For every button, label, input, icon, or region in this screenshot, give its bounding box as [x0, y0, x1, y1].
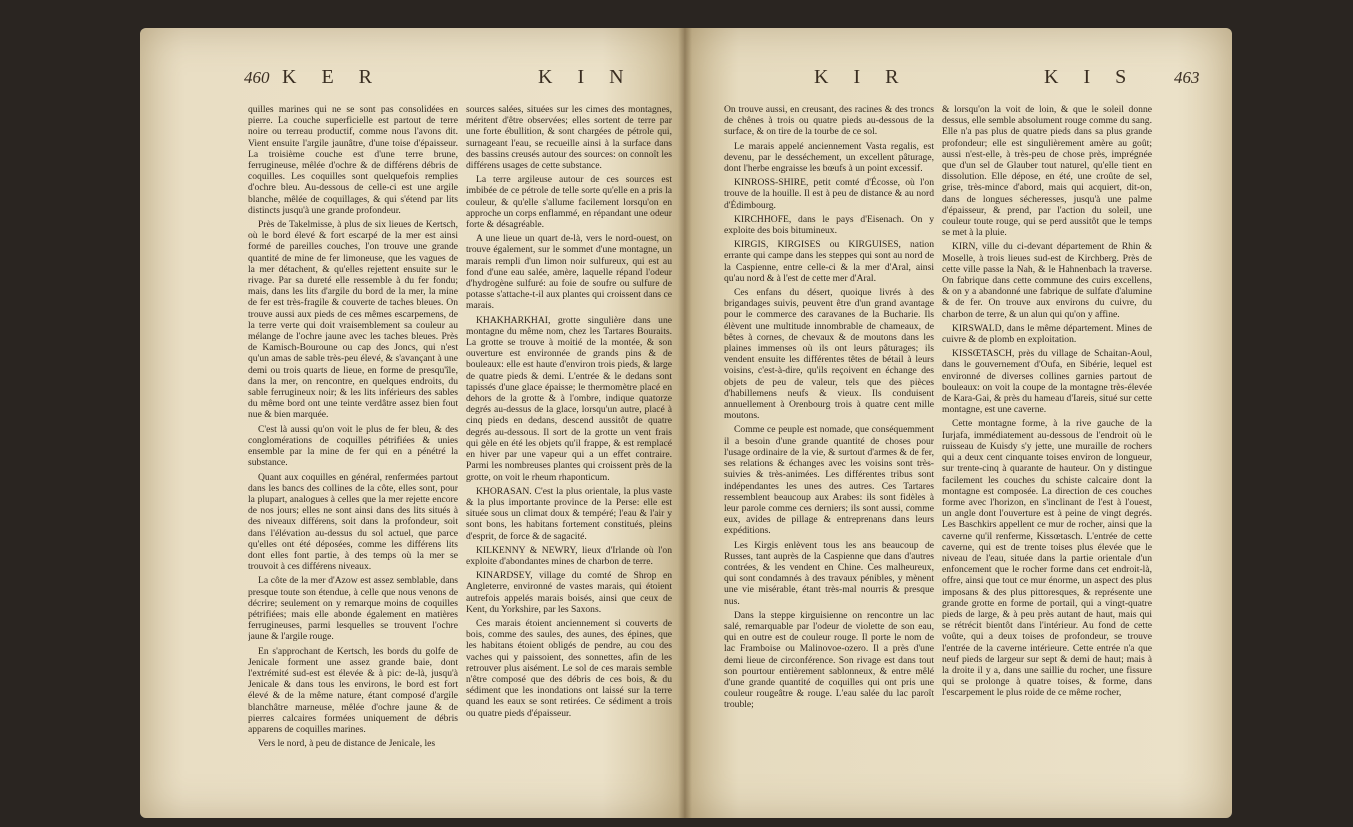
paragraph: A une lieue un quart de-là, vers le nord-ouest, on trouve également, sur le sommet d'une montagne, un marais rempli d'un limon noir sulfureux, qui est au fond d'une eau salée, amère, laquelle répand l'odeur d'hydrogène sulfuré: au foie de soufre ou sulfure de potasse s'attache-t-il aux plantes qui croissent dans ce marais. [466, 233, 672, 312]
paragraph: Près de Takelmisse, à plus de six lieues de Kertsch, où le bord élevé & fort escarpé de la mer est ainsi formé de pareilles couches, l'on trouve une grande quantité de mine de fer limoneuse, que les vagues de la mer détachent, & qu'elles rejettent ensuite sur le rivage. Par sa dureté elle ressemble à du fer fondu; mais, dans les lits d'argile du bord de la mer, la mine de fer est très-fragile & couverte de taches bleues. On trouve aussi aux pieds de ces mêmes escarpemens, de la terre verte qui doit vraisemblement sa couleur au mélange de l'ochre jaune avec les taches bleues. Près de Kamisch-Bouroune ou cap des Joncs, qui n'est qu'un amas de sable très-peu élevé, & s'avançant à une demi ou trois quarts de lieue, en forme de presqu'île, dans la mer, on rencontre, en quelques endroits, du sable ferrugineux noir; & les lits inférieurs des sables du même bord ont une teinte verdâtre assez bien fout nue & bien marquée. [248, 219, 458, 421]
paragraph: KINROSS-SHIRE, petit comté d'Écosse, où l'on trouve de la houille. Il est à peu de distance & au nord d'Édimbourg. [724, 177, 934, 211]
paragraph: KIRN, ville du ci-devant département de Rhin & Moselle, à trois lieues sud-est de Kirchberg. Près de cette ville passe la Nah, & le Hahnenbach la traverse. On fabrique dans cette commune des cuirs excellens, & on y a abandonné une fabrique de sulfate d'alumine & de fer. On trouve aux environs du cuivre, du charbon de terre, & un alun qui qu'on y affine. [942, 241, 1152, 320]
paragraph: Vers le nord, à peu de distance de Jenicale, les [258, 738, 436, 750]
paragraph: KIRGIS, KIRGISES ou KIRGUISES, nation errante qui campe dans les steppes qui sont au nord de la Caspienne, entre celle-ci & la mer d'Aral, ainsi qu'au nord & à l'est de cette mer d'Aral. [724, 239, 934, 284]
paragraph: KIRCHHOFE, dans le pays d'Eisenach. On y exploite des bois bitumineux. [724, 213, 934, 237]
right-page-number: 463 [1174, 68, 1200, 87]
paragraph: La côte de la mer d'Azow est assez semblable, dans presque toute son étendue, à celle que nous venons de décrire; seulement on y remarque moins de coquilles pétrifiées; mais elle abonde également en matières ferrugineuses, parmi lesquelles se trouvent l'ochre jaune & l'argile rouge. [248, 575, 458, 643]
right-column-2 [942, 104, 1152, 804]
paragraph: Cette montagne forme, à la rive gauche de la Iurjafa, immédiatement au-dessous de l'endroit où le ruisseau de Kuisdy s'y jette, une muraille de rochers qui a deux cent cinquante toises environ de longueur, sur trente-cinq à quarante de hauteur. On y distingue facilement les couches du schiste calcaire dont la montagne est composée. La direction de ces couches forme avec l'horizon, en s'inclinant de l'est à l'ouest, un angle dont l'ouverture est à peine de vingt degrés. Les Baschkirs appellent ce mur de rocher, ainsi que la caverne qu'il renferme, Kissœtasch. L'entrée de cette caverne, qui est de trente toises plus élevée que le niveau de l'eau, située dans la partie orientale d'un enfoncement que le rocher forme dans cet endroit-là, offre, ainsi que tout ce mur énorme, un aspect des plus imposans & des plus pittoresques, & représente une grande grotte en forme de portail, qui a vingt-quatre pieds de large, & à peu près autant de haut, mais qui se rétrécit bientôt dans l'intérieur. Au fond de cette voûte, qui a deux toises de profondeur, se trouve l'entrée de la caverne intérieure. Cette entrée n'a que neuf pieds de largeur sur sept & demi de haut; mais à la droite il y a, dans une saillie du rocher, une fissure qui se prolonge à quatre toises, & forme, dans l'escarpement le plus roide de ce même rocher, [942, 418, 1152, 699]
paragraph: En s'approchant de Kertsch, les bords du golfe de Jenicale forment une assez grande baie, dont l'extrémité sud-est est élevée & à pic: de-là, jusqu'à Jenicale & dans tous les environs, le bord est fort élevé & de la même nature, étant composé d'argile blanchâtre marneuse, mêlée d'ochre jaune & de pierres calcaires formées uniquement de débris apparens de coquilles marines. [248, 645, 458, 735]
paragraph: Ces enfans du désert, quoique livrés à des brigandages suivis, peuvent être d'un grand avantage pour le commerce des caravanes de la Bucharie. Ils élèvent une multitude innombrable de chameaux, de bêtes à cornes, de chevaux & de moutons dans les plaines immenses où ils ont leurs pâturages; ils vendent ensuite les différentes têtes de bétail à leurs voisins, c'est-à-dire, qu'ils reçoivent en échange des objets de peu de valeur, tels que des pièces d'habillemens neufs & vieux. Ils conduisent annuellement à Orenbourg trois à quatre cent mille moutons. [724, 287, 934, 422]
paragraph: KILKENNY & NEWRY, lieux d'Irlande où l'on exploite d'abondantes mines de charbon de terre. [466, 544, 672, 567]
paragraph: quilles marines qui ne se sont pas consolidées en pierre. La couche superficielle est partout de terre noire ou terreau productif, comme nous l'avons dit. Vient ensuite l'argile jaunâtre, d'une toise d'épaisseur. La troisième couche est d'une terre brune, ferrugineuse, mêlée d'ochre & de différens débris de coquilles. Les coquilles sont quelquefois remplies d'ochre bleu. Au-dessous de celle-ci est une argile blanche, mêlée de coquillages, & qui s'étend par lits distincts jusqu'à une grande profondeur. [248, 104, 458, 216]
paragraph: KHORASAN. C'est la plus orientale, la plus vaste & la plus importante province de la Perse: elle est située sous un climat doux & tempéré; l'eau & l'air y sont bons, les habitans fortement constitués, pleins d'esprit, de force & de sagacité. [466, 485, 672, 542]
left-column-1 [248, 104, 458, 804]
right-column-1 [724, 104, 934, 804]
left-running-head-left: K E R [282, 66, 382, 88]
left-page [140, 28, 684, 818]
left-page-number: 460 [244, 68, 270, 87]
left-column-2 [466, 104, 672, 804]
left-page-header [140, 66, 684, 96]
right-running-head-left: K I R [814, 66, 909, 88]
right-page [684, 28, 1232, 818]
paragraph: Ces marais étoient anciennement si couverts de bois, comme des saules, des aunes, des épines, que les habitans étoient obligés de pendre, au cou des vaches qui y paissoient, des sonnettes, afin de les retrouver plus aisément. Le sol de ces marais semble n'être composé que des débris de ces bois, & du sédiment que les inondations ont laissé sur la terre quand les eaux se sont retirées. Ce sédiment a trois ou quatre pieds d'épaisseur. [466, 617, 672, 719]
left-running-head-right: K I N [538, 66, 634, 88]
paragraph: Les Kirgis enlèvent tous les ans beaucoup de Russes, tant auprès de la Caspienne que dans d'autres contrées, & les vendent en Chine. Ces malheureux, qui sont condamnés à des travaux pénibles, y mènent une vie misérable, étant très-mal nourris & presque nus. [724, 539, 934, 607]
paragraph: Dans la steppe kirguisienne on rencontre un lac salé, remarquable par l'odeur de violette de son eau, qui en outre est de couleur rouge. Il porte le nom de lac Framboise ou Malinovoe-ozero. Il a près d'une demi lieue de circonférence. Son rivage est dans tout son pourtour entièrement sablonneux, & entre mêlé d'une grande quantité de coquilles qui ont pris une couleur rougeâtre & rouge. L'eau salée du lac paroît trouble; [724, 609, 934, 711]
paragraph: C'est là aussi qu'on voit le plus de fer bleu, & des conglomérations de coquilles pétrifiées & unies ensemble par la mine de fer qui en a pénétré la substance. [248, 423, 458, 469]
book-gutter [678, 28, 692, 818]
paragraph: KINARDSEY, village du comté de Shrop en Angleterre, environné de vastes marais, qui étoient autrefois appelés marais boisés, ainsi que ceux de Kent, du Yorkshire, par les Saxons. [466, 570, 672, 615]
right-page-header [684, 66, 1232, 96]
paragraph: sources salées, situées sur les cimes des montagnes, méritent d'être observées; elles sortent de terre par une forte ébullition, & sont chargées de pétrole qui, surnageant l'eau, se recueille ainsi à la surface dans des bassins creusés autour des sources: on connoît les différens usages de cette substance. [466, 104, 672, 172]
paragraph: Comme ce peuple est nomade, que conséquemment il a besoin d'une grande quantité de choses pour l'usage ordinaire de la vie, & surtout d'armes & de fer, ses relations & échanges avec les voisins sont très-suivies & très-animées. Les différentes tribus sont indépendantes les unes des autres. Ces Tartares ressemblent beaucoup aux Arabes: ils sont fidèles à leur parole comme ces derniers; ils sont aussi, comme eux, avides de pillage & entreprenans dans leurs expéditions. [724, 424, 934, 537]
paragraph: Le marais appelé anciennement Vasta regalis, est devenu, par le desséchement, un excellent pâturage, dont l'herbe engraisse les bœufs à un point excessif. [724, 140, 934, 175]
paragraph: KISSŒTASCH, près du village de Schaitan-Aoul, dans le gouvernement d'Oufa, en Sibérie, lequel est environné de diverses collines garnies partout de bouleaux: on voit la coupe de la montagne très-élevée de Kara-Gai, & près du hameau d'Iareis, situé sur cette montagne, est une caverne. [942, 348, 1152, 416]
paragraph: & lorsqu'on la voit de loin, & que le soleil donne dessus, elle semble absolument rouge comme du sang. Elle n'a pas plus de quatre pieds dans sa plus grande profondeur; elle est singulièrement amère au goût; aussi n'est-elle, à très-peu de chose près, imprégnée que d'un sel de Glauber tout naturel, qu'elle tient en dissolution. Elle dépose, en été, une croûte de sel, grise, très-mince d'abord, mais qui acquiert, dit-on, dans de longues sécheresses, jusqu'à une palme d'épaisseur, & prend, par l'action du soleil, une couleur toute rouge, qui se perd aussitôt que le temps se met à la pluie. [942, 104, 1152, 239]
paragraph: La terre argileuse autour de ces sources est imbibée de ce pétrole de telle sorte qu'elle en a pris la couleur, & qu'elle s'allume facilement lorsqu'on en approche un corps enflammé, en répandant une odeur forte & désagréable. [466, 174, 672, 231]
paragraph: KIRSWALD, dans le même département. Mines de cuivre & de plomb en exploitation. [942, 322, 1152, 346]
paragraph: KHAKHARKHAI, grotte singulière dans une montagne du même nom, chez les Tartares Bouraits. La grotte se trouve à moitié de la montée, & son ouverture est environnée de grands pins & de bouleaux: elle est haute d'environ trois pieds, & large de quatre pieds & demi. L'entrée & le dedans sont tapissés d'une glace épaisse; le thermomètre placé en dehors de la grotte & à l'ombre, indique quatorze degrés au-dessus de la glace, lorsqu'un autre, placé à cinq pieds en dedans, descend aussitôt de quatre degrés au-dessous. Il sort de la grotte un vent frais qui gèle en été les objets qu'il frappe, & est remplacé en hiver par une vapeur qui a un effet contraire. Parmi les nombreuses plantes qui croissent près de la grotte, on voit le rheum rhaponticum. [466, 314, 672, 483]
paragraph: Quant aux coquilles en général, renfermées partout dans les bancs des collines de la côte, elles sont, pour la plupart, analogues à celles que la mer rejette encore de nos jours; elles ne sont ainsi dans des lits situés à des niveaux différens, soit dans la profondeur, soit dans l'élévation au-dessus du sol actuel, que parce qu'elles ont été déposées, comme les différens lits dont elles font partie, à des temps où la mer se trouvoit à ces différens niveaux. [248, 471, 458, 573]
right-running-head-right: K I S [1044, 66, 1137, 88]
paragraph: On trouve aussi, en creusant, des racines & des troncs de chênes à trois ou quatre pieds au-dessous de la surface, & on tire de la tourbe de ce sol. [724, 104, 934, 138]
